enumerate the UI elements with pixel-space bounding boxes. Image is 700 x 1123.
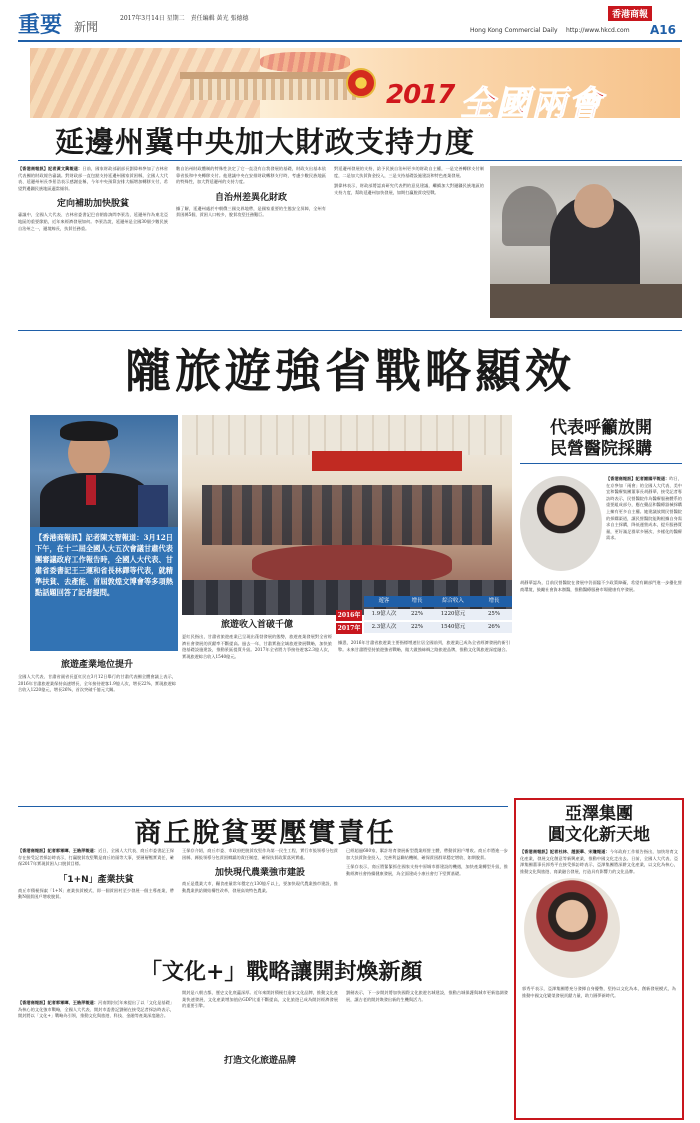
story2-headline: 隴旅遊強省戰略顯效: [125, 344, 575, 398]
story3-text-3: 已經超過680家，累計培育發展新型農業經營主體，帶動貧困戶增收。商丘市將進一步加大扶貧資金投入，完善利益聯結機制，確保貧困群眾穩定增收、如期脫貧。: [346, 848, 508, 860]
sidebar2-lead: [520, 849, 678, 875]
stats-header-growth-1: 增長: [404, 596, 430, 607]
sidebar2-body: 今年政府工作報告指出，加快培育文化產業，發展文化創意等新興產業，推動中國文化走出去。日前，全國人大代表、亞澤集團董事長郭秀平在接受採訪時表示，亞澤集團將深耕文化產業，以文化為核心，推動文化與旅遊、商業融合發展，打造具有影響力的文化品牌。: [520, 849, 678, 874]
story3-subhead-2: 加快現代農業強市建設: [214, 868, 305, 879]
banner-flag-graphic: [260, 52, 350, 72]
story2-hall-photo: [182, 415, 512, 615]
story3-text-2b: 商丘是農業大市，糧食產量常年穩定在130億斤以上，要加快現代農業強市建設，推動農業供給側結構性改革，發展高效特色農業。: [182, 881, 338, 893]
story4-subhead: 打造文化旅遊品牌: [223, 1056, 296, 1066]
stats-cell: 26%: [476, 622, 512, 633]
sidebar1-headline-1: 代表呼籲放開: [550, 418, 652, 438]
stats-cell: 22%: [404, 622, 430, 633]
story1-text-3: 對延邊州發展的支持，給予民族自治州更多的財政自主權，一是完善轉移支付制度，二是加大扶貧資金投入，三是支持基礎設施建設和特色產業發展。: [334, 166, 484, 178]
sidebar2-text-2: 郭秀平表示，亞澤集團將充分發揮自身優勢，堅持以文化為本，創新發展模式，為推動中國文化繁榮發展貢獻力量，助力圓夢新時代。: [522, 986, 676, 998]
story1-text-2: 數自治州財政體制的特殊性決定了它一直沒有自我發展的基礎，財政支出基本依靠省級和中央轉移支付。他建議中央在安排財政轉移支付時，考慮少數民族地區的特殊性，加大對延邊州的支持力度。: [176, 166, 326, 185]
great-hall-graphic: [180, 70, 370, 100]
story1-text-1b: 審議中，全國人大代表、吉林省委書記巴音朝魯詢問李景浩，延邊州作為東北亞地區的重要節點，近年來經濟發展如何。李景浩說，延邊州是全國30個少數民族自治州之一，邊境線長，扶貧任務重。: [18, 212, 168, 231]
story4-dateline: 【香港商報訊】記者郭軍暉、王皓萍報道：: [18, 1000, 99, 1005]
story3-text-1b: 商丘市積極探索「1+N」產業扶貧模式，即一個貧困村至少發展一個主導產業，帶動N個貧困戶增收脫貧。: [18, 887, 174, 900]
stats-header-growth-2: 增長: [476, 596, 512, 607]
story4-headline: 「文化+」戰略讓開封煥新顏: [140, 959, 423, 985]
story3-text-3b: 王保存表示，商丘將緊緊抓住國家支持中原城市群建設的機遇，加快產業轉型升級，推動經濟社會持續健康發展，為全面建成小康社會打下堅實基礎。: [346, 864, 508, 876]
stats-header-visitors: 遊客: [364, 596, 404, 607]
stats-year-2016: 2016年: [337, 612, 361, 619]
sidebar1-body: 昨日，在京參加「兩會」的全國人大代表、美中宜和醫療集團董事長胡靜華，接受記者專訪時表示，民營醫院作為醫療服務體系的重要組成部分，應在藥品和醫療器械採購上擁有更多自主權。她建議放開民營醫院的採購渠道，讓民營醫院能夠根據自身需求自主採購，降低運營成本，提升服務質量，更好滿足群眾多層次、多樣化的醫療需求。: [606, 476, 682, 541]
story1-subhead-2: 自治州差異化財政: [214, 192, 287, 203]
story1-dateline: 【香港商報訊】記者黃文興報道：: [18, 166, 83, 171]
story2-stats-table: [336, 596, 512, 634]
npc-banner: [30, 48, 680, 118]
sidebar1-text-2: 胡靜華認為，目前民營醫院在發展中仍面臨不少政策障礙，希望有關部門進一步優化營商環境，鼓勵社會資本辦醫，推動醫療服務市場健康有序發展。: [520, 580, 682, 592]
story1-headline: 延邊州冀中央加大財政支持力度: [54, 125, 475, 159]
story2-rule-top: [18, 330, 682, 331]
sidebar2-box: [514, 798, 684, 1120]
story4-column-1: [18, 1000, 174, 1118]
stats-cell: 2.3億人次: [364, 622, 404, 633]
story2-column-left: [18, 655, 176, 805]
story3-headline: 商丘脫貧要壓實責任: [134, 818, 396, 849]
stats-year-2017: 2017年: [337, 625, 361, 632]
paper-url: http://www.hkcd.com: [566, 27, 630, 34]
story1-text-3b: 劉偉林表示，財政部將認真研究代表們的意見建議，繼續加大對邊疆民族地區的支持力度，幫助延邊州加快發展，如期打贏脫貧攻堅戰。: [334, 183, 484, 195]
sidebar2-dateline: 【香港商報訊】記者杜林、趙振華、宋瓊報道：: [520, 849, 610, 854]
story1-column-3: [334, 166, 484, 331]
sidebar2-portrait: [524, 878, 620, 978]
sidebar2-headline-1: 亞澤集團: [565, 804, 633, 824]
sidebar2-headline-2: 圓文化新天地: [548, 825, 650, 845]
story2-caption: 【香港商報訊】記者陳文智報道：3月12日下午，在十二屆全國人大五次會議甘肅代表團審議政府工作報告時，全國人大代表、甘肅省委書記王三運和省長林鐸等代表，就精準扶貧、去產能、首屆敦煌文博會等多項熱點話題回答了記者提問。: [35, 533, 173, 597]
story3-rule-top: [18, 806, 508, 807]
date-line: 2017年3月14日 星期二 責任編輯 黃光 張德德: [120, 15, 249, 22]
stats-cell: 1.9億人次: [364, 609, 404, 620]
paper-logo: 香港商報: [608, 6, 652, 21]
story1-text-2b: 據了解，延邊州處於中朝俄三國交界地帶，是國家重要的生態安全屏障，全州有貧困縣5個，貧困人口較多，脫貧攻堅任務艱巨。: [176, 205, 326, 218]
story2-text-right: 據悉，2016年甘肅省旅遊業主要指標增速位居全國前列，旅遊業已成為全省經濟發展的新引擎。未來甘肅將堅持旅遊強省戰略，做大做強絲綢之路旅遊品牌，推動文化與旅遊深度融合。: [338, 640, 510, 652]
story1-column-2: [176, 166, 326, 331]
story2-subhead-1: 旅遊產業地位提升: [60, 660, 133, 670]
sidebar1-portrait: [520, 476, 602, 571]
story2-column-right: [338, 640, 510, 802]
story2-subhead-2: 旅遊收入首破千億: [220, 620, 293, 630]
story1-text-1: 日前，國家財政部副部長劉偉林參加了吉林省代表團的財政報告審議。對財政部一直包點支持延邊州國家貧困縣，全國人大代表、延邊州州長李景浩表示感謝並稱，今年中央預算安排大幅增加轉移支付，希望對邊疆民族地區適當傾斜。: [18, 166, 168, 191]
story1-subhead-1: 定向補助加快脫貧: [56, 199, 129, 210]
banner-year: 2017: [386, 80, 455, 110]
story4-text-3: 劉劍表示，下一步開封將加快國際文化旅遊名城建設，推動古城保護與城市更新協調發展，讓古老的開封煥發出新的生機與活力。: [346, 990, 508, 1002]
section-title: 重要: [18, 13, 63, 38]
sidebar1-dateline: 【香港商報訊】記者謝國平報道：: [606, 476, 670, 481]
story2-portrait-photo: [30, 415, 178, 527]
story3-subhead-1: 「1+N」產業扶貧: [58, 874, 134, 885]
story2-column-mid: [182, 617, 332, 803]
story3-text-2: 王保存介紹，商丘市委、市政府把脫貧攻堅作為第一民生工程，實行市級領導分包貧困縣、縣級領導分包貧困鄉鎮的責任制度，確保扶貧政策落到實處。: [182, 848, 338, 860]
story3-dateline: 【香港商報訊】記者郭軍暉、王皓萍報道：: [18, 848, 99, 853]
story3-text-1: 近日，全國人大代表、商丘市委書記王保存在接受記者採訪時表示，打贏脫貧攻堅戰是商丘的頭等大事，要層層壓實責任，確保2017年實現貧困人口脫貧目標。: [18, 848, 174, 867]
page-header: [0, 0, 700, 46]
story3-column-2: [182, 848, 338, 952]
sidebar1-rule: [520, 463, 682, 464]
sidebar1-text: [606, 476, 682, 576]
story1-photo: [490, 166, 682, 318]
stats-cell: 25%: [476, 609, 512, 620]
story2-caption-box: [30, 527, 178, 651]
story4-column-2: [182, 990, 338, 1118]
story4-column-3: [346, 990, 508, 1118]
section-subtitle: 新聞: [74, 20, 99, 34]
story4-text-1: 河南開封近年來提出了以「文化是基礎」為核心的文化強市戰略，全國人大代表、開封市委書記劉劍在接受記者採訪時表示，開封將以「文化+」戰略為引領，推動文化與旅遊、科技、金融等產業深度融合。: [18, 1000, 174, 1019]
story1-column-1: [18, 166, 168, 331]
paper-en-name: Hong Kong Commercial Daily: [470, 27, 558, 34]
sidebar1: [520, 418, 682, 798]
sidebar1-headline-2: 民營醫院採購: [550, 439, 652, 459]
stats-header-income: 綜合收入: [430, 596, 476, 607]
story1-rule: [18, 160, 682, 161]
header-rule: [18, 40, 682, 42]
story4-text-2: 開封是八朝古都，歷史文化底蘊深厚。近年來開封積極打造宋文化品牌，推動文化產業快速發展，文化產業增加值佔GDP比重不斷提高，文化旅遊已成為開封經濟發展的重要引擎。: [182, 990, 338, 1009]
page-number: A16: [650, 23, 676, 37]
stats-cell: 1220億元: [430, 609, 476, 620]
stats-cell: 1540億元: [430, 622, 476, 633]
stats-cell: 22%: [404, 609, 430, 620]
national-emblem-icon: [346, 68, 376, 98]
banner-title: 全國兩會: [460, 84, 604, 118]
story3-column-3: [346, 848, 508, 952]
story2-text-left: 全國人大代表、甘肅省副省長夏紅民在3月12日舉行的甘肅代表團全體會議上表示，2016年甘肅旅遊業保持高速增長，全年接待遊客1.9億人次，增長22%，實現旅遊綜合收入1220億元，增長26%，首次突破千億元大關。: [18, 674, 176, 693]
story2-text-mid: 夏紅民指出，甘肅省旅遊產業已呈現出蓬勃發展的態勢，旅遊產業發展對全省經濟社會發展的貢獻率不斷提高。過去一年，甘肅實施全域旅遊發展戰略，加快旅遊基礎設施建設，推動景區提質升級。2017年全省將力爭接待遊客2.3億人次，實現旅遊綜合收入1540億元。: [182, 634, 332, 659]
